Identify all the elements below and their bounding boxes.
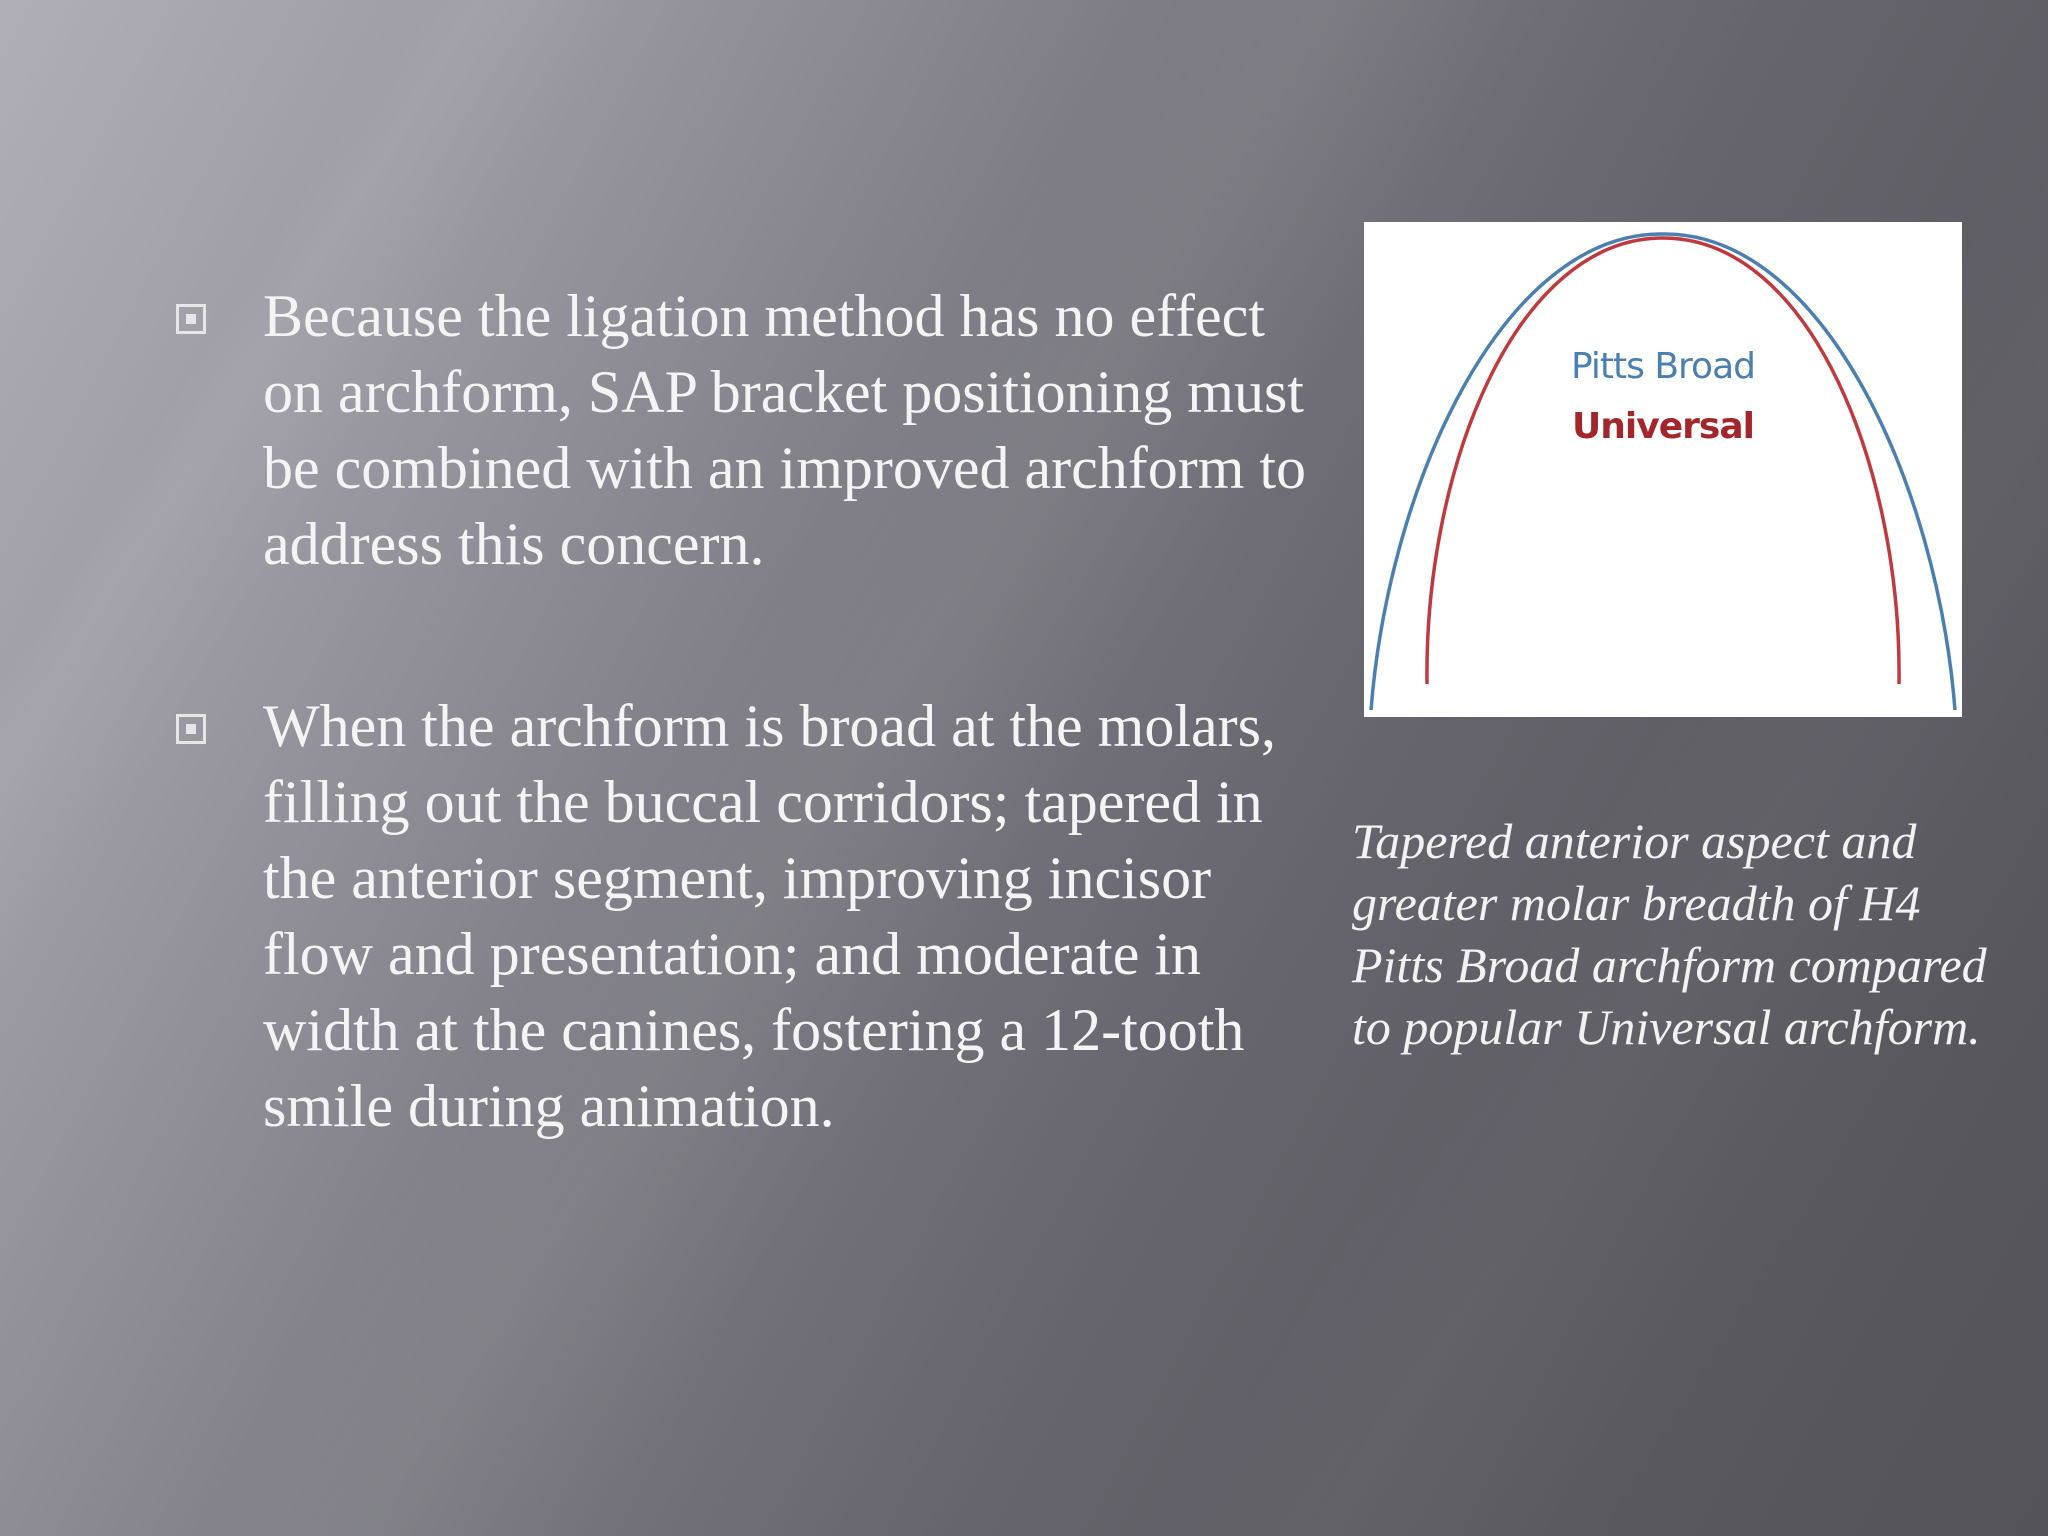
square-bullet-icon [176, 304, 206, 334]
pitts-broad-arch-curve [1371, 234, 1955, 710]
bullet-item-1 [170, 278, 1320, 582]
universal-arch-curve [1427, 238, 1899, 684]
pitts-broad-label: Pitts Broad [1571, 346, 1755, 387]
figure-caption: Tapered anterior aspect and greater molar breadth of H4 Pitts Broad archform compared to popular Universal archform. [1352, 813, 1987, 1055]
bullet-item-2 [170, 688, 1320, 1144]
archform-curves [1364, 222, 1962, 717]
bullet-list [170, 278, 1320, 1144]
universal-label: Universal [1572, 406, 1754, 447]
archform-figure [1364, 222, 1962, 717]
bullet-text-2: When the archform is broad at the molars, filling out the buccal corridors; tapered in the anterior segment, improving incisor flow and presentation; and moderate in width at the canines, fostering a 12-tooth smile during animation. [263, 693, 1276, 1139]
square-bullet-icon [176, 714, 206, 744]
bullet-text-1: Because the ligation method has no effect on archform, SAP bracket positioning must be combined with an improved archform to address this concern. [263, 283, 1307, 577]
